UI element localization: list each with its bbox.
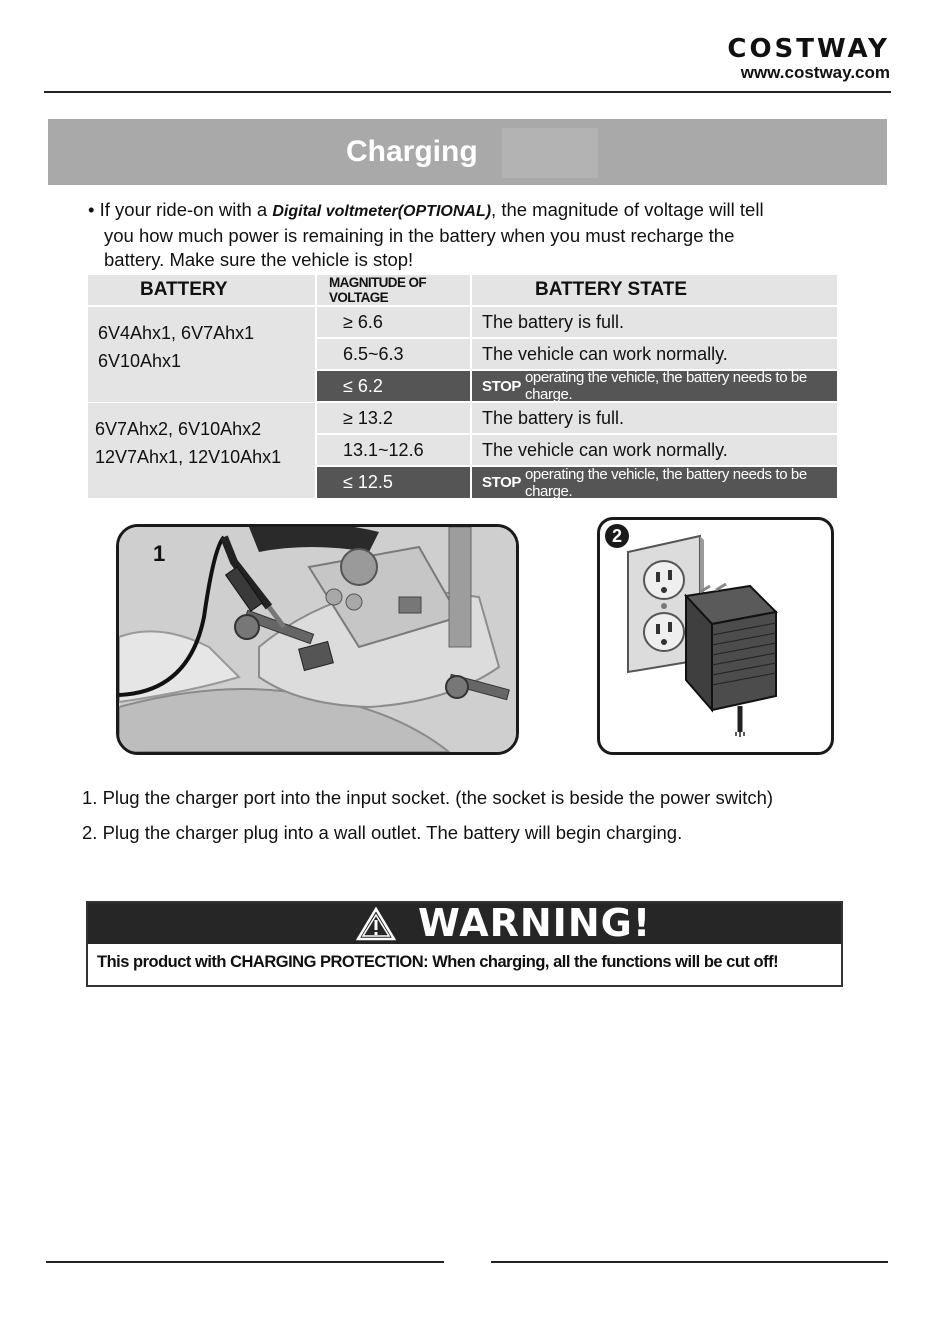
voltage-cell: ≥ 6.6 (317, 307, 472, 339)
intro-line-1 (88, 198, 848, 224)
footer-rule-right (491, 1261, 888, 1263)
header-battery: BATTERY (88, 275, 317, 307)
stop-label: STOP (482, 474, 521, 491)
intro-text: • If your ride-on with a (88, 199, 273, 220)
figure-charger-port (116, 524, 519, 755)
warning-header (88, 903, 841, 944)
stop-label: STOP (482, 377, 521, 395)
state-cell-stop (472, 371, 839, 403)
header-voltage: MAGNITUDE OF VOLTAGE (317, 275, 472, 307)
figure-wall-outlet (597, 517, 834, 755)
step-1: 1. Plug the charger port into the input socket. (the socket is beside the power switch) (82, 787, 774, 808)
brand-url: www.costway.com (740, 63, 890, 82)
battery-line: 6V7Ahx2, 6V10Ahx2 (95, 419, 262, 439)
state-cell: The battery is full. (472, 403, 839, 435)
voltage-table (88, 275, 839, 500)
section-title: Charging (346, 135, 478, 168)
battery-line: 6V4Ahx1, 6V7Ahx1 (98, 323, 255, 343)
state-cell: The vehicle can work normally. (472, 339, 839, 371)
warning-text: This product with CHARGING PROTECTION: When charging, all the functions will be cut off! (97, 953, 779, 971)
figure-1-label: 1 (153, 541, 166, 566)
figure-2-label: 2 (605, 524, 629, 548)
intro-emphasis: Digital voltmeter(OPTIONAL) (272, 203, 492, 220)
battery-group-1 (88, 307, 317, 404)
warning-triangle-icon (356, 907, 396, 941)
state-cell: The battery is full. (472, 307, 839, 339)
voltage-cell: 13.1~12.6 (317, 435, 472, 467)
wall-outlet-illustration (600, 520, 831, 752)
brand-block (727, 34, 890, 82)
charger-port-illustration (119, 527, 516, 752)
step-2: 2. Plug the charger plug into a wall outlet. The battery will begin charging. (82, 822, 683, 843)
state-cell: The vehicle can work normally. (472, 435, 839, 467)
voltage-cell: ≥ 13.2 (317, 403, 472, 435)
battery-line: 6V10Ahx1 (98, 351, 182, 371)
intro-line-3: battery. Make sure the vehicle is stop! (104, 249, 414, 270)
intro-line-2: you how much power is remaining in the battery when you must recharge the (104, 225, 735, 246)
voltage-cell: 6.5~6.3 (317, 339, 472, 371)
header-state: BATTERY STATE (472, 275, 839, 307)
warning-box (86, 901, 843, 987)
section-banner (48, 119, 887, 185)
voltage-cell-low: ≤ 12.5 (317, 467, 472, 500)
warning-title: WARNING! (418, 901, 652, 945)
intro-paragraph (88, 198, 848, 272)
battery-group-2 (88, 403, 317, 500)
stop-text: operating the vehicle, the battery needs to be charge. (524, 465, 807, 500)
header-rule (44, 91, 891, 93)
stop-text: operating the vehicle, the battery needs to be charge. (524, 369, 807, 403)
brand-logo: COSTWAY (727, 34, 890, 64)
banner-box (502, 128, 598, 178)
state-cell-stop (472, 467, 839, 500)
battery-line: 12V7Ahx1, 12V10Ahx1 (95, 447, 282, 467)
voltage-cell-low: ≤ 6.2 (317, 371, 472, 403)
footer-rule-left (46, 1261, 444, 1263)
intro-text: , the magnitude of voltage will tell (491, 199, 764, 220)
